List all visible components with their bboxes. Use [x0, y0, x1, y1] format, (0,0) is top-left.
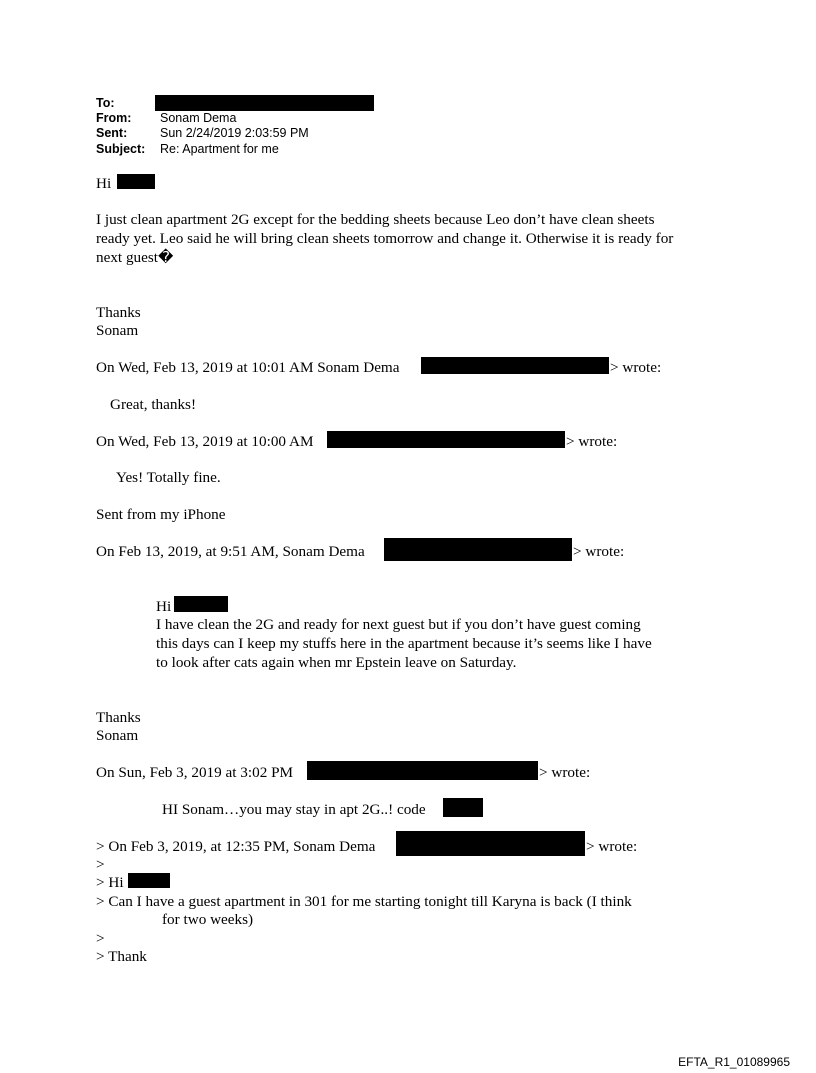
redaction-thread-4-code — [443, 798, 483, 817]
thread-3-thanks: Thanks — [96, 709, 141, 726]
thread-5-wrote: > wrote: — [586, 838, 638, 855]
sent-label: Sent: — [96, 126, 128, 140]
thread-3-line-2: this days can I keep my stuffs here in the apartment because it’s seems like I have — [156, 635, 652, 652]
body-line-1: I just clean apartment 2G except for the bedding sheets because Leo don’t have clean sheets — [96, 211, 655, 228]
thread-2-header: On Wed, Feb 13, 2019 at 10:00 AM — [96, 433, 314, 450]
from-label: From: — [96, 111, 132, 125]
thread-3-signature: Sonam — [96, 727, 139, 744]
redaction-thread-4-email — [307, 761, 538, 780]
thread-4-wrote: > wrote: — [539, 764, 591, 781]
from-value: Sonam Dema — [160, 111, 237, 125]
thread-5-header: > On Feb 3, 2019, at 12:35 PM, Sonam Dema — [96, 838, 376, 855]
redaction-quote-name — [128, 873, 170, 888]
thread-2-sent-from: Sent from my iPhone — [96, 506, 226, 523]
redaction-to — [155, 95, 374, 111]
redaction-thread-3-name — [174, 596, 228, 612]
thread-2-wrote: > wrote: — [566, 433, 618, 450]
body-line-2: ready yet. Leo said he will bring clean sheets tomorrow and change it. Otherwise it is ready for — [96, 230, 674, 247]
quote-blank-2: > — [96, 930, 105, 947]
redaction-thread-1-email — [421, 357, 609, 374]
thread-4-text: HI Sonam…you may stay in apt 2G..! code — [162, 801, 426, 818]
redaction-greeting-name — [117, 174, 155, 189]
thread-3-line-3: to look after cats again when mr Epstein leave on Saturday. — [156, 654, 517, 671]
sent-value: Sun 2/24/2019 2:03:59 PM — [160, 126, 309, 140]
closing-signature: Sonam — [96, 322, 139, 339]
quote-line-1: > Can I have a guest apartment in 301 for me starting tonight till Karyna is back (I think — [96, 893, 632, 910]
greeting: Hi — [96, 175, 112, 192]
thread-3-greeting: Hi — [156, 598, 172, 615]
document-id: EFTA_R1_01089965 — [678, 1055, 790, 1069]
thread-3-header: On Feb 13, 2019, at 9:51 AM, Sonam Dema — [96, 543, 365, 560]
thread-3-line-1: I have clean the 2G and ready for next guest but if you don’t have guest coming — [156, 616, 641, 633]
redaction-thread-3-email — [384, 538, 572, 561]
to-label: To: — [96, 96, 115, 110]
subject-label: Subject: — [96, 142, 146, 156]
quote-line-2: for two weeks) — [162, 911, 254, 928]
redaction-thread-2-email — [327, 431, 565, 448]
body-line-3: next guest� — [96, 249, 174, 266]
subject-value: Re: Apartment for me — [160, 142, 279, 156]
closing-thanks: Thanks — [96, 304, 141, 321]
quote-hi: > Hi — [96, 874, 124, 891]
thread-4-header: On Sun, Feb 3, 2019 at 3:02 PM — [96, 764, 294, 781]
email-header — [96, 96, 496, 160]
quote-blank-1: > — [96, 856, 105, 873]
thread-1-wrote: > wrote: — [610, 359, 662, 376]
thread-3-wrote: > wrote: — [573, 543, 625, 560]
thread-2-text: Yes! Totally fine. — [116, 469, 221, 486]
thread-1-header: On Wed, Feb 13, 2019 at 10:01 AM Sonam Dema — [96, 359, 400, 376]
redaction-thread-5-email — [396, 831, 585, 856]
quote-thank: > Thank — [96, 948, 147, 965]
thread-1-text: Great, thanks! — [110, 396, 197, 413]
